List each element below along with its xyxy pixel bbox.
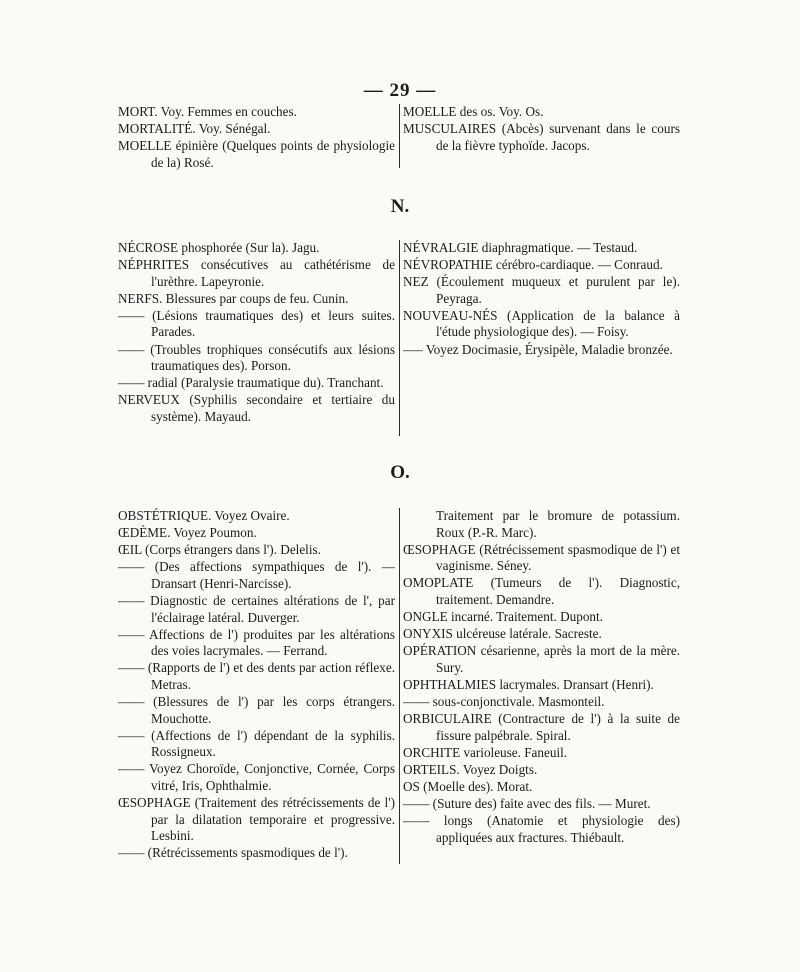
index-entry: —— Voyez Choroïde, Conjonctive, Cornée, Corps vitré, Iris, Ophthalmie. — [118, 761, 395, 793]
index-entry: —— (Suture des) faite avec des fils. — Muret. — [403, 796, 651, 812]
index-entry: —— Affections de l') produites par les altérations des voies lacrymales. — Ferrand. — [118, 626, 395, 659]
column-divider — [399, 104, 400, 168]
index-entry: ORTEILS. Voyez Doigts. — [403, 761, 538, 777]
section-letter-n: N. — [390, 196, 410, 217]
index-entry: ORCHITE varioleuse. Faneuil. — [403, 744, 568, 760]
index-entry: —— (Lésions traumatiques des) et leurs suites. Parades. — [118, 307, 395, 340]
index-entry: NEZ (Écoulement muqueux et purulent par le). Peyraga. — [403, 274, 680, 306]
section-o-left-column — [118, 508, 395, 862]
index-entry: OPÉRATION césarienne, après la mort de la mère. Sury. — [403, 643, 680, 675]
index-entry: —— Diagnostic de certaines altérations de l', par l'éclairage latéral. Duverger. — [118, 592, 395, 625]
index-entry: OBSTÉTRIQUE. Voyez Ovaire. — [118, 508, 290, 523]
index-entry: NÉVROPATHIE cérébro-cardiaque. — Conraud. — [403, 257, 663, 273]
index-entry: OPHTHALMIES lacrymales. Dransart (Henri). — [403, 676, 654, 692]
section-m-left-column — [118, 104, 395, 172]
index-entry: —— (Rétrécissements spasmodiques de l'). — [118, 845, 348, 861]
index-entry: —— (Rapports de l') et des dents par action réflexe. Metras. — [118, 660, 395, 692]
index-entry: NERFS. Blessures par coups de feu. Cunin. — [118, 290, 349, 306]
index-entry: —— (Affections de l') dépendant de la syphilis. Rossigneux. — [118, 727, 395, 760]
index-entry: MUSCULAIRES (Abcès) survenant dans le cours de la fièvre typhoïde. Jacops. — [403, 121, 680, 153]
index-entry: NERVEUX (Syphilis secondaire et tertiaire du système). Mayaud. — [118, 392, 395, 424]
section-m — [118, 104, 680, 168]
section-letter-o: O. — [390, 462, 410, 483]
section-o — [118, 508, 680, 864]
page-number: — 29 — — [363, 80, 437, 101]
index-entry: —— radial (Paralysie traumatique du). Tranchant. — [118, 375, 384, 391]
index-entry: MOELLE des os. Voy. Os. — [403, 104, 544, 119]
index-entry: NOUVEAU-NÉS (Application de la balance à l'étude physiologique des). — Foisy. — [403, 307, 680, 340]
index-entry: NÉPHRITES consécutives au cathétérisme de l'urèthre. Lapeyronie. — [118, 257, 395, 289]
index-entry: —– Voyez Docimasie, Érysipèle, Maladie bronzée. — [403, 341, 673, 357]
index-entry: ŒDÈME. Voyez Poumon. — [118, 525, 257, 541]
index-entry: Traitement par le bromure de potassium. Roux (P.-R. Marc). — [436, 508, 680, 540]
index-entry: —— (Blessures de l') par les corps étrangers. Mouchotte. — [118, 694, 395, 726]
column-divider — [399, 508, 400, 864]
index-entry: —— (Des affections sympathiques de l'). — Dransart (Henri-Narcisse). — [118, 559, 395, 591]
section-n-left-column — [118, 240, 395, 426]
index-entry: —— (Troubles trophiques consécutifs aux lésions traumatiques des). Porson. — [118, 341, 395, 374]
section-o-right-column — [403, 508, 680, 847]
index-entry: MORTALITÉ. Voy. Sénégal. — [118, 121, 271, 137]
section-n-right-column — [403, 240, 680, 359]
index-entry: —— longs (Anatomie et physiologie des) appliquées aux fractures. Thiébault. — [403, 813, 680, 845]
section-m-right-column — [403, 104, 680, 155]
index-entry: ŒSOPHAGE (Rétrécissement spasmodique de l') et vaginisme. Séney. — [403, 541, 680, 574]
index-entry: ONYXIS ulcéreuse latérale. Sacreste. — [403, 626, 602, 642]
index-entry: ONGLE incarné. Traitement. Dupont. — [403, 609, 603, 625]
column-divider — [399, 240, 400, 436]
index-entry: NÉVRALGIE diaphragmatique. — Testaud. — [403, 240, 638, 255]
index-entry: ŒSOPHAGE (Traitement des rétrécissements de l') par la dilatation temporaire et progressive. Lesbini. — [118, 795, 395, 844]
index-entry: OMOPLATE (Tumeurs de l'). Diagnostic, traitement. Demandre. — [403, 575, 680, 607]
index-entry: OS (Moelle des). Morat. — [403, 779, 533, 794]
index-entry: ŒIL (Corps étrangers dans l'). Delelis. — [118, 542, 321, 558]
index-entry: ORBICULAIRE (Contracture de l') à la suite de fissure palpébrale. Spiral. — [403, 711, 680, 743]
index-entry: MOELLE épinière (Quelques points de physiologie de la) Rosé. — [118, 138, 395, 170]
index-entry: NÉCROSE phosphorée (Sur la). Jagu. — [118, 240, 320, 255]
index-entry: MORT. Voy. Femmes en couches. — [118, 104, 297, 119]
index-entry: —— sous-conjonctivale. Masmonteil. — [403, 694, 605, 710]
section-n — [118, 240, 680, 436]
